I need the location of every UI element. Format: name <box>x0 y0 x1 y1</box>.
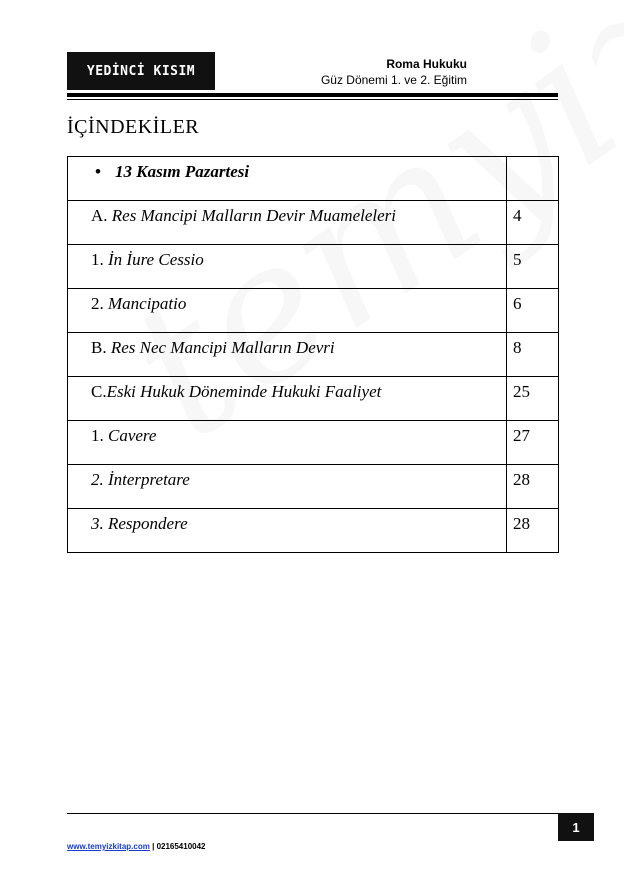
toc-title: Res Nec Mancipi Malların Devri <box>110 338 335 357</box>
page-number-box <box>558 813 594 841</box>
toc-title-cell <box>68 333 507 377</box>
toc-title-cell <box>68 377 507 421</box>
toc-row[interactable] <box>68 333 559 377</box>
toc-title: Res Mancipi Malların Devir Muameleleri <box>111 206 396 225</box>
header-rule <box>67 93 558 97</box>
footer-separator: | <box>152 842 155 851</box>
toc-row[interactable] <box>68 245 559 289</box>
bullet-icon: • <box>95 162 101 181</box>
section-label: YEDİNCİ KISIM <box>86 63 196 79</box>
toc-prefix: A. <box>91 206 108 225</box>
toc-page: 25 <box>507 377 559 421</box>
toc-row[interactable] <box>68 201 559 245</box>
toc-prefix: 2. <box>91 294 104 313</box>
toc-page: 27 <box>507 421 559 465</box>
toc-prefix: 3. <box>91 514 104 533</box>
toc-prefix: B. <box>91 338 107 357</box>
toc-title: İn İure Cessio <box>108 250 204 269</box>
course-title: Roma Hukuku <box>386 57 467 71</box>
footer-phone: 02165410042 <box>156 842 206 851</box>
toc-row-bullet <box>68 157 559 201</box>
toc-title: Eski Hukuk Döneminde Hukuki Faaliyet <box>106 382 382 401</box>
toc-title-cell <box>68 289 507 333</box>
toc-title-cell <box>68 201 507 245</box>
toc-title: Mancipatio <box>108 294 187 313</box>
course-term: Güz Dönemi 1. ve 2. Eğitim <box>320 73 467 87</box>
footer-url-link[interactable]: www.temyizkitap.com <box>67 842 150 851</box>
toc-title-cell <box>68 509 507 553</box>
toc-row[interactable] <box>68 377 559 421</box>
toc-bullet-title: 13 Kasım Pazartesi <box>115 162 250 181</box>
toc-title: Respondere <box>108 514 188 533</box>
toc-page: 8 <box>507 333 559 377</box>
footer-rule <box>67 813 558 814</box>
toc-title-cell <box>68 465 507 509</box>
toc-prefix: 1. <box>91 426 104 445</box>
toc-page: 28 <box>507 465 559 509</box>
header-rule-thin <box>67 99 558 100</box>
toc-title-cell <box>68 421 507 465</box>
toc-row[interactable] <box>68 289 559 333</box>
toc-page: 28 <box>507 509 559 553</box>
toc-row[interactable] <box>68 421 559 465</box>
toc-page: 5 <box>507 245 559 289</box>
toc-prefix: 2. <box>91 470 104 489</box>
toc-page: 4 <box>507 201 559 245</box>
toc-row[interactable] <box>68 465 559 509</box>
toc-title: İnterpretare <box>108 470 190 489</box>
toc-prefix: 1. <box>91 250 104 269</box>
toc-prefix: C. <box>91 382 107 401</box>
page-number: 1 <box>572 819 580 835</box>
toc-page: 6 <box>507 289 559 333</box>
section-badge <box>67 52 215 90</box>
toc-title: Cavere <box>108 426 157 445</box>
toc-row[interactable] <box>68 509 559 553</box>
toc-page-empty <box>507 157 559 201</box>
toc-heading: İÇİNDEKİLER <box>67 116 200 138</box>
footer-contact <box>67 842 206 851</box>
toc-table <box>67 156 559 553</box>
toc-title-cell <box>68 245 507 289</box>
header-course-info <box>321 56 467 88</box>
toc-bullet-cell <box>68 157 507 201</box>
